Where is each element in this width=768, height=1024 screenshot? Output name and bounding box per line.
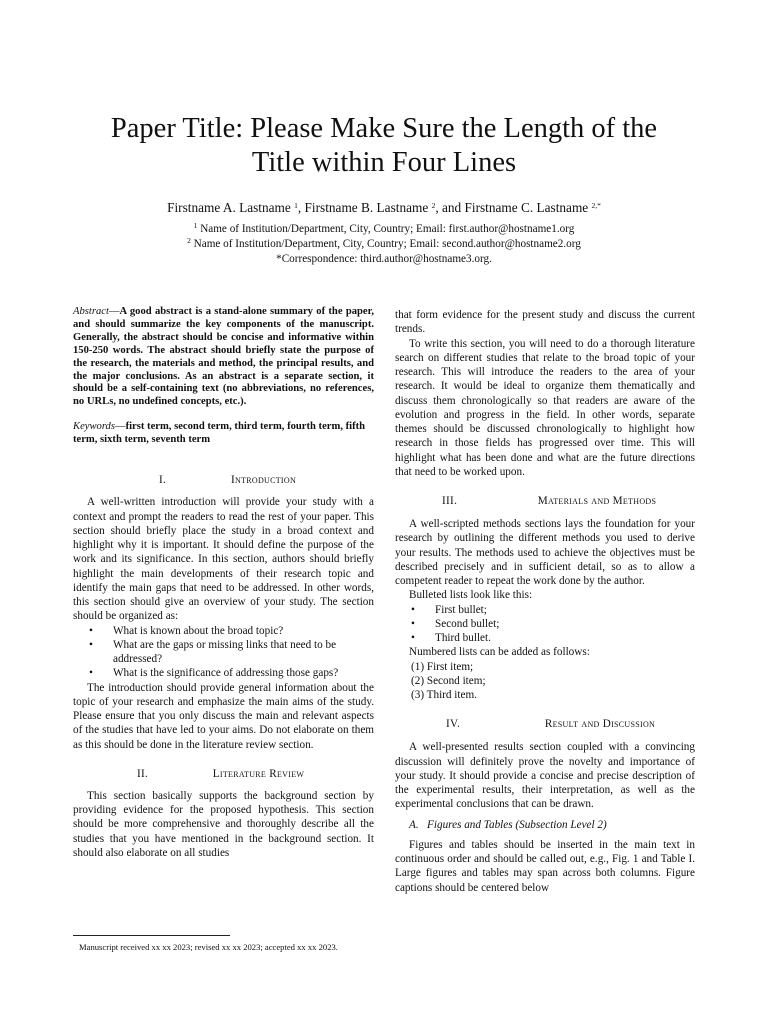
left-column — [73, 306, 374, 860]
results-paragraph-2: Figures and tables should be inserted in the main text in continuous order and should be called out, e.g., Fig. 1 and Table I. Large figures and tables may span across both columns. Figure captions should be centered below — [395, 838, 695, 894]
section-heading-materials-methods — [395, 494, 695, 508]
list-item — [73, 638, 374, 667]
subsection-heading — [395, 818, 695, 832]
section-heading-literature-review — [73, 767, 374, 781]
intro-paragraph-1: A well-written introduction will provide your study with a context and prompt the readers to read the rest of your paper. This section should briefly place the study in a broad context and highlight why it is important. It should define the purpose of the work and its significance. In this section, authors should briefly highlight the main developments of their research topic and identify the main gaps that need to be addressed. In other words, this section should give an overview of your study. The section should be organized as: — [73, 496, 374, 623]
list-item — [395, 603, 695, 617]
section-heading-introduction — [73, 473, 374, 487]
methods-bullet-list — [395, 603, 695, 646]
list-item: (1) First item; — [411, 660, 474, 673]
title-line-1: Paper Title: Please Make Sure the Length of the — [110, 113, 658, 144]
affiliation-2-mark: 2 — [187, 236, 191, 245]
list-item-text: What is known about the broad topic? — [113, 624, 284, 637]
section-title: Literature Review — [212, 767, 305, 780]
keywords-text: first term, second term, third term, fourth term, fifth term, sixth term, seventh term — [73, 421, 366, 446]
list-item: (3) Third item. — [411, 689, 477, 701]
affiliation-1-mark: 1 — [193, 221, 198, 230]
title-line-2: Title within Four Lines — [251, 147, 517, 178]
affiliation-2-text: Name of Institution/Department, City, Country; Email: second.author@hostname2.org — [190, 238, 581, 250]
section-number: I. — [159, 474, 167, 487]
affiliations — [0, 222, 768, 267]
abstract-label: Abstract — [73, 306, 109, 317]
lit-paragraph-2: To write this section, you will need to do a thorough literature search on different studies that relate to the broad topic of your research. This will introduce the readers to the area of your research. It would be ideal to organize them thematically and discuss them chronologically so that readers are aware of the evolution and progress in the field. In other words, separate themes should be discussed chronologically to highlight how research in those fields has progressed over time. This will highlight what has been done and what are the future directions that need to be worked upon. — [395, 337, 695, 478]
subsection-number: A. — [409, 818, 419, 831]
bullet-list-intro: Bulleted lists look like this: — [409, 589, 533, 602]
section-title: Introduction — [230, 474, 297, 487]
methods-paragraph-1: A well-scripted methods sections lays the foundation for your research by outlining the different methods you used to derive your results. The methods used to achieve the objectives must be described precisely and in sufficient detail, so as to allow a competent reader to repeat the work done by the author. — [395, 518, 695, 587]
section-heading-result-discussion — [395, 717, 695, 731]
affiliation-1 — [0, 222, 768, 237]
manuscript-dates-footnote: Manuscript received xx xx 2023; revised xx xx 2023; accepted xx xx 2023. — [79, 942, 338, 952]
bullet-icon: • — [411, 632, 415, 644]
bullet-icon: • — [89, 667, 93, 680]
intro-bullet-list — [73, 624, 374, 681]
author-list — [0, 200, 768, 216]
bullet-icon: • — [411, 603, 415, 616]
affiliation-2 — [0, 237, 768, 252]
list-item — [395, 617, 695, 631]
abstract-text: A good abstract is a stand-alone summary of the paper, and should summarize the key components of the manuscript. Generally, the abstract should be concise and informative within 150-250 words. The abstract should briefly state the purpose of the research, the materials and method, the principal results, and the major conclusions. As an abstract is a separate section, it should be a self-containing text (no abbreviations, no references, no URLs, no undefined concepts, etc.). — [73, 306, 374, 408]
paper-title — [0, 112, 768, 180]
author-3: , and Firstname C. Lastname — [435, 200, 592, 215]
list-item-text: Second bullet; — [435, 617, 500, 630]
author-2-affil-mark: 2 — [431, 201, 436, 210]
bullet-icon: • — [411, 617, 415, 630]
numbered-list-intro: Numbered lists can be added as follows: — [409, 646, 590, 659]
abstract-dash: — — [108, 306, 120, 317]
correspondence: *Correspondence: third.author@hostname3.org. — [276, 253, 492, 265]
section-title: Materials and Methods — [537, 495, 657, 507]
author-1: Firstname A. Lastname — [167, 200, 295, 215]
list-item — [73, 666, 374, 680]
author-1-affil-mark: 1 — [294, 201, 298, 210]
section-title: Result and Discussion — [544, 718, 656, 731]
author-2: , Firstname B. Lastname — [297, 200, 432, 215]
list-item-text: What are the gaps or missing links that need to be addressed? — [113, 638, 337, 665]
list-item-text: First bullet; — [435, 603, 487, 616]
right-column — [395, 308, 695, 895]
list-item — [395, 631, 695, 645]
list-item — [73, 624, 374, 638]
section-number: II. — [137, 767, 149, 780]
list-item: (2) Second item; — [411, 674, 486, 687]
keywords-dash: — — [114, 421, 126, 433]
list-item-text: Third bullet. — [435, 632, 491, 644]
keywords — [73, 420, 374, 446]
abstract — [73, 306, 374, 409]
lit-paragraph-1-continued: that form evidence for the present study and discuss the current trends. — [395, 309, 695, 336]
lit-paragraph-1: This section basically supports the background section by providing evidence for the proposed hypothesis. This section should be more comprehensive and thoroughly describe all the studies that you have mentioned in the background section. It should also elaborate on all studies — [73, 789, 374, 859]
section-number: III. — [442, 495, 458, 507]
list-item-text: What is the significance of addressing those gaps? — [113, 667, 339, 680]
subsection-title: Figures and Tables (Subsection Level 2) — [427, 818, 607, 831]
bullet-icon: • — [89, 638, 93, 651]
footnote-rule — [73, 935, 230, 936]
section-number: IV. — [446, 718, 461, 731]
bullet-icon: • — [89, 624, 93, 637]
author-3-affil-mark: 2,* — [591, 201, 601, 210]
results-paragraph-1: A well-presented results section coupled with a convincing discussion will definitely prove the novelty and importance of your study. It should provide a concise and precise description of the experimental results, their interpretation, as well as the experimental conclusions that can be drawn. — [395, 741, 695, 811]
intro-paragraph-2: The introduction should provide general information about the topic of your research and emphasize the main aims of the study. Please ensure that you only discuss the main and relevant aspects of the studies that have led to your aims. Do not elaborate on them as this should be done in the literature review section. — [73, 681, 374, 751]
affiliation-1-text: Name of Institution/Department, City, Country; Email: first.author@hostname1.org — [197, 223, 575, 235]
methods-numbered-list — [395, 660, 695, 703]
keywords-label: Keywords — [73, 421, 115, 433]
